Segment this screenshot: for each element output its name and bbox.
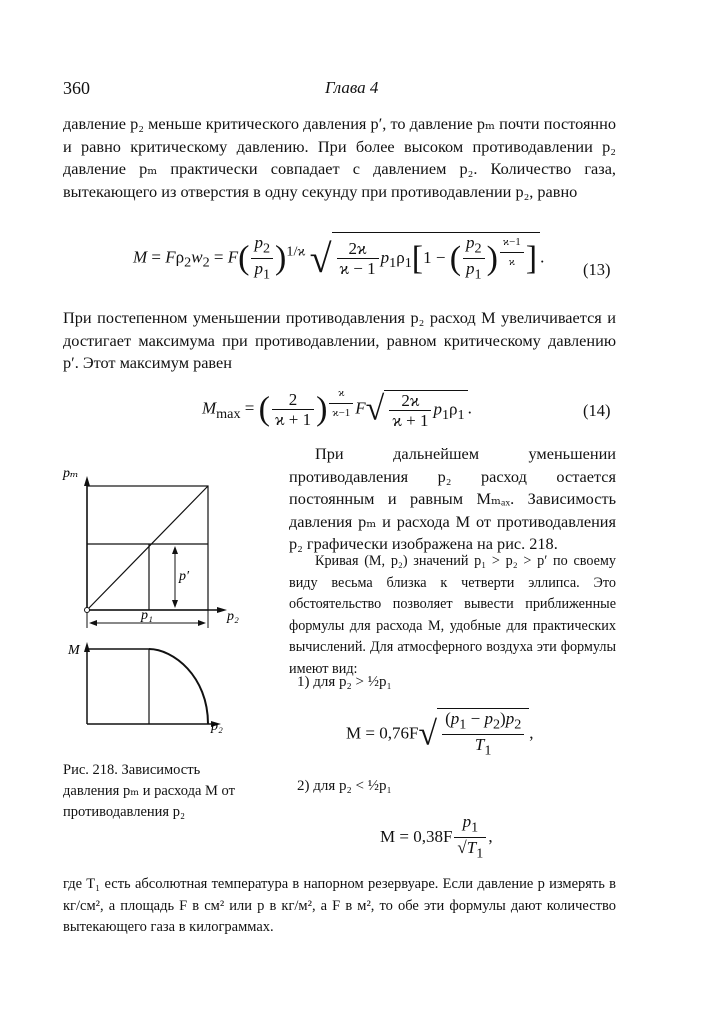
paragraph-4: Кривая (M, p₂) значений p₁ > p₂ > p′ по своему виду весьма близка к четверти эллипса. Это обстоятельство позволяет вывести приближенные формулы для расхода M, удобные для практических вычислений. Для атмосферного воздуха эти формулы имеют вид: bbox=[289, 553, 616, 677]
case-1-label: 1) для p₂ > ½p₁ bbox=[297, 674, 392, 690]
figure-218 bbox=[55, 462, 275, 734]
M-axis-arrow bbox=[84, 642, 90, 652]
paragraph-2: При постепенном уменьшении противодавления p₂ расход M увеличивается и достигает максимума при противодавлении, равном критическому давлению p′. Этот максимум равен bbox=[63, 308, 616, 372]
equation-14: $M_{max}$ = ( $\frac{2}{ϰ + 1}$ ) $^{\frac{ϰ}{ϰ-1}}$ F√ $\frac{2ϰ}{ϰ + 1}$ $p_1\rho_1$ . bbox=[202, 384, 472, 430]
p2-top-label: p₂ bbox=[227, 609, 239, 624]
p1-label: p₁ bbox=[141, 608, 153, 623]
case-2-coefficient: M = 0,38F bbox=[380, 826, 453, 846]
p-prime-arrow-down bbox=[172, 600, 178, 608]
case-2-formula: M = 0,38F $\frac{p_1}{√T_1}$ , bbox=[380, 812, 493, 862]
equation-13-number: (13) bbox=[583, 260, 611, 279]
paragraph-1: давление p₂ меньше критического давления p′, то давление pₘ почти постоянно и равно критическому давлению. При более высоком противодавлении p₂ давление pₘ практически совпадает с давлением p₂. Количество газа, вытекающего из отверстия в одну секунду при противодавлении p₂, равно bbox=[63, 114, 616, 201]
M-label: M bbox=[68, 643, 80, 658]
footer-paragraph: где T₁ есть абсолютная температура в напорном резервуаре. Если давление p измерять в кг/см², а площадь F в см² или p в кг/м², а F в м², то обе эти формулы дают количество вытекающего газа в килограммах. bbox=[63, 876, 616, 935]
p2-bottom-label: p₂ bbox=[211, 719, 223, 734]
paragraph-3: При дальнейшем уменьшении противодавления p₂ расход остается постоянным и равным Mₘₐₓ. Зависимость давления pₘ и расхода M от противодавления p₂ графически изображена на рис. 218. bbox=[289, 444, 616, 553]
p2-axis-top-arrow bbox=[217, 607, 227, 613]
pm-axis-arrow bbox=[84, 476, 90, 486]
flow-curve bbox=[149, 649, 208, 724]
p1-arrow-right bbox=[198, 620, 206, 626]
case-1-formula: M = 0,76F√ $\frac{(p_1 - p_2)p_2}{T_1}$ , bbox=[346, 709, 534, 759]
p-prime-label: p′ bbox=[179, 569, 190, 584]
equation-14-number: (14) bbox=[583, 401, 611, 420]
diagonal-line bbox=[87, 486, 208, 610]
case-1-coefficient: M = 0,76F bbox=[346, 723, 419, 743]
p-prime-arrow-up bbox=[172, 546, 178, 554]
page-number: 360 bbox=[63, 78, 90, 98]
p1-arrow-left bbox=[89, 620, 97, 626]
case-2-label: 2) для p₂ < ½p₁ bbox=[297, 778, 392, 794]
equation-13: $M = F\rho_2w_2 = F$( $\frac{p_2}{p_1}$ )$^{1/ϰ}$ √ $\frac{2ϰ}{ϰ - 1}$ $p_1\rho_1[1$ − ( $\frac{p_2}{p_1}$ ) $^{\frac{ϰ-1}{ϰ}}$ ] . bbox=[133, 232, 545, 283]
origin-marker bbox=[85, 608, 90, 613]
figure-caption: Рис. 218. Зависимость давления pₘ и расхода M от противодавления p₂ bbox=[63, 762, 235, 820]
pm-label: pₘ bbox=[63, 466, 79, 481]
chapter-title: Глава 4 bbox=[325, 78, 379, 97]
